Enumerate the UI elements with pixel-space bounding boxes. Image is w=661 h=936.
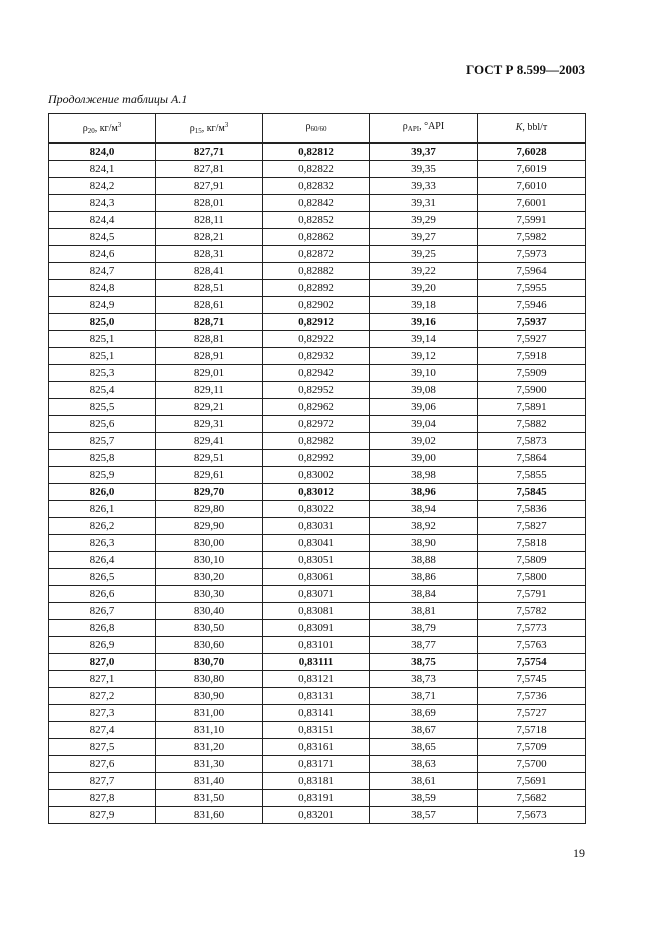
table-cell: 0,82862 — [263, 229, 370, 246]
table-row — [49, 331, 586, 348]
table-row — [49, 518, 586, 535]
table-cell: 829,11 — [156, 382, 263, 399]
table-cell: 7,5745 — [478, 671, 586, 688]
table-cell: 39,29 — [370, 212, 478, 229]
table-row — [49, 773, 586, 790]
table-cell: 0,83161 — [263, 739, 370, 756]
table-cell: 824,2 — [49, 178, 156, 195]
table-cell: 7,5682 — [478, 790, 586, 807]
table-caption: Продолжение таблицы А.1 — [48, 92, 188, 106]
table-cell: 7,5946 — [478, 297, 586, 314]
table-row — [49, 382, 586, 399]
table-cell: 7,5791 — [478, 586, 586, 603]
table-cell: 825,4 — [49, 382, 156, 399]
table-cell: 39,00 — [370, 450, 478, 467]
table-cell: 0,83081 — [263, 603, 370, 620]
table-body — [49, 143, 586, 824]
table-row — [49, 348, 586, 365]
table-cell: 0,83071 — [263, 586, 370, 603]
table-cell: 39,12 — [370, 348, 478, 365]
table-cell: 829,21 — [156, 399, 263, 416]
table-cell: 0,83191 — [263, 790, 370, 807]
table-cell: 827,71 — [156, 143, 263, 161]
table-cell: 7,5700 — [478, 756, 586, 773]
table-cell: 829,70 — [156, 484, 263, 501]
table-cell: 0,82852 — [263, 212, 370, 229]
table-cell: 39,20 — [370, 280, 478, 297]
table-cell: 828,81 — [156, 331, 263, 348]
table-cell: 828,91 — [156, 348, 263, 365]
table-cell: 824,3 — [49, 195, 156, 212]
table-cell: 830,70 — [156, 654, 263, 671]
table-cell: 831,30 — [156, 756, 263, 773]
table-cell: 7,5800 — [478, 569, 586, 586]
table-cell: 38,96 — [370, 484, 478, 501]
table-cell: 7,5991 — [478, 212, 586, 229]
table-cell: 826,8 — [49, 620, 156, 637]
table-cell: 38,67 — [370, 722, 478, 739]
table-row — [49, 467, 586, 484]
table-cell: 827,1 — [49, 671, 156, 688]
table-cell: 825,1 — [49, 331, 156, 348]
table-cell: 7,5864 — [478, 450, 586, 467]
table-row — [49, 433, 586, 450]
table-cell: 831,50 — [156, 790, 263, 807]
table-cell: 7,5782 — [478, 603, 586, 620]
table-row — [49, 484, 586, 501]
table-cell: 826,0 — [49, 484, 156, 501]
table-cell: 7,6019 — [478, 161, 586, 178]
table-row — [49, 705, 586, 722]
table-cell: 7,5982 — [478, 229, 586, 246]
table-row — [49, 280, 586, 297]
table-cell: 0,83151 — [263, 722, 370, 739]
table-cell: 827,5 — [49, 739, 156, 756]
table-row — [49, 739, 586, 756]
table-cell: 38,71 — [370, 688, 478, 705]
table-cell: 38,90 — [370, 535, 478, 552]
table-row — [49, 178, 586, 195]
table-cell: 39,31 — [370, 195, 478, 212]
table-cell: 825,0 — [49, 314, 156, 331]
table-cell: 829,31 — [156, 416, 263, 433]
col-header-rho-api: $\rho_{API}$, °API — [370, 114, 478, 144]
table-cell: 0,83022 — [263, 501, 370, 518]
table-cell: 7,5845 — [478, 484, 586, 501]
table-cell: 7,5937 — [478, 314, 586, 331]
table-cell: 7,5955 — [478, 280, 586, 297]
table-cell: 39,04 — [370, 416, 478, 433]
table-cell: 828,21 — [156, 229, 263, 246]
table-cell: 39,35 — [370, 161, 478, 178]
table-cell: 7,5873 — [478, 433, 586, 450]
table-row — [49, 756, 586, 773]
table-cell: 38,86 — [370, 569, 478, 586]
table-cell: 827,0 — [49, 654, 156, 671]
table-cell: 828,71 — [156, 314, 263, 331]
table-cell: 0,83171 — [263, 756, 370, 773]
table-cell: 827,4 — [49, 722, 156, 739]
table-cell: 38,73 — [370, 671, 478, 688]
table-cell: 0,83051 — [263, 552, 370, 569]
table-cell: 826,3 — [49, 535, 156, 552]
table-cell: 0,82822 — [263, 161, 370, 178]
table-row — [49, 620, 586, 637]
table-cell: 824,9 — [49, 297, 156, 314]
table-cell: 831,20 — [156, 739, 263, 756]
table-row — [49, 450, 586, 467]
table-row — [49, 212, 586, 229]
table-cell: 828,61 — [156, 297, 263, 314]
table-cell: 0,82872 — [263, 246, 370, 263]
table-cell: 39,16 — [370, 314, 478, 331]
table-cell: 7,6001 — [478, 195, 586, 212]
table-row — [49, 603, 586, 620]
table-cell: 830,30 — [156, 586, 263, 603]
table-cell: 826,7 — [49, 603, 156, 620]
table-cell: 0,82892 — [263, 280, 370, 297]
table-cell: 38,88 — [370, 552, 478, 569]
table-cell: 0,82962 — [263, 399, 370, 416]
table-cell: 38,98 — [370, 467, 478, 484]
table-cell: 829,80 — [156, 501, 263, 518]
table-cell: 7,5818 — [478, 535, 586, 552]
table-cell: 39,02 — [370, 433, 478, 450]
table-cell: 0,82942 — [263, 365, 370, 382]
table-cell: 825,6 — [49, 416, 156, 433]
table-row — [49, 688, 586, 705]
table-cell: 7,5754 — [478, 654, 586, 671]
table-cell: 828,31 — [156, 246, 263, 263]
table-row — [49, 552, 586, 569]
table-cell: 0,82832 — [263, 178, 370, 195]
table-row — [49, 161, 586, 178]
table-cell: 7,5900 — [478, 382, 586, 399]
table-cell: 0,83201 — [263, 807, 370, 824]
table-cell: 830,80 — [156, 671, 263, 688]
table-cell: 38,94 — [370, 501, 478, 518]
table-cell: 39,10 — [370, 365, 478, 382]
table-cell: 830,40 — [156, 603, 263, 620]
table-cell: 829,61 — [156, 467, 263, 484]
table-cell: 38,57 — [370, 807, 478, 824]
table-cell: 39,33 — [370, 178, 478, 195]
table-cell: 7,5809 — [478, 552, 586, 569]
table-cell: 7,5827 — [478, 518, 586, 535]
table-cell: 0,83141 — [263, 705, 370, 722]
table-cell: 824,6 — [49, 246, 156, 263]
table-cell: 0,83091 — [263, 620, 370, 637]
table-cell: 831,00 — [156, 705, 263, 722]
table-cell: 7,5918 — [478, 348, 586, 365]
table-cell: 7,5882 — [478, 416, 586, 433]
table-cell: 7,5727 — [478, 705, 586, 722]
table-cell: 0,83002 — [263, 467, 370, 484]
page-number: 19 — [573, 846, 585, 860]
table-cell: 830,90 — [156, 688, 263, 705]
table-row — [49, 263, 586, 280]
table-cell: 7,5709 — [478, 739, 586, 756]
table-cell: 825,5 — [49, 399, 156, 416]
table-cell: 0,82912 — [263, 314, 370, 331]
table-cell: 828,01 — [156, 195, 263, 212]
table-cell: 826,5 — [49, 569, 156, 586]
table-cell: 827,91 — [156, 178, 263, 195]
table-cell: 824,8 — [49, 280, 156, 297]
table-cell: 829,90 — [156, 518, 263, 535]
table-cell: 824,1 — [49, 161, 156, 178]
table-cell: 827,3 — [49, 705, 156, 722]
table-cell: 7,5973 — [478, 246, 586, 263]
table-cell: 38,81 — [370, 603, 478, 620]
table-cell: 824,5 — [49, 229, 156, 246]
table-row — [49, 416, 586, 433]
table-cell: 825,3 — [49, 365, 156, 382]
table-cell: 38,75 — [370, 654, 478, 671]
table-row — [49, 637, 586, 654]
table-cell: 826,2 — [49, 518, 156, 535]
table-cell: 7,5718 — [478, 722, 586, 739]
table-cell: 39,06 — [370, 399, 478, 416]
table-cell: 830,00 — [156, 535, 263, 552]
table-row — [49, 722, 586, 739]
table-cell: 0,83131 — [263, 688, 370, 705]
table-cell: 7,6028 — [478, 143, 586, 161]
table-cell: 824,4 — [49, 212, 156, 229]
table-cell: 829,41 — [156, 433, 263, 450]
table-cell: 830,60 — [156, 637, 263, 654]
table-row — [49, 195, 586, 212]
col-header-rho20: $\rho_{20}$, $кг/м^3$ — [49, 114, 156, 144]
table-row — [49, 246, 586, 263]
table-row — [49, 807, 586, 824]
table-cell: 0,82902 — [263, 297, 370, 314]
table-row — [49, 365, 586, 382]
table-cell: 830,20 — [156, 569, 263, 586]
table-row — [49, 314, 586, 331]
table-cell: 825,1 — [49, 348, 156, 365]
table-cell: 824,0 — [49, 143, 156, 161]
table-cell: 38,59 — [370, 790, 478, 807]
table-cell: 0,83061 — [263, 569, 370, 586]
table-cell: 831,40 — [156, 773, 263, 790]
table-cell: 0,82812 — [263, 143, 370, 161]
table-cell: 0,83031 — [263, 518, 370, 535]
table-row — [49, 501, 586, 518]
table-cell: 830,10 — [156, 552, 263, 569]
table-cell: 0,82952 — [263, 382, 370, 399]
table-cell: 825,8 — [49, 450, 156, 467]
table-cell: 7,5836 — [478, 501, 586, 518]
table-row — [49, 790, 586, 807]
table-cell: 828,11 — [156, 212, 263, 229]
table-cell: 38,63 — [370, 756, 478, 773]
table-cell: 828,41 — [156, 263, 263, 280]
table-cell: 7,5763 — [478, 637, 586, 654]
table-cell: 39,18 — [370, 297, 478, 314]
table-cell: 7,5773 — [478, 620, 586, 637]
table-cell: 39,37 — [370, 143, 478, 161]
col-header-rho15: $\rho_{15}$, $кг/м^3$ — [156, 114, 263, 144]
table-cell: 38,65 — [370, 739, 478, 756]
table-cell: 38,61 — [370, 773, 478, 790]
table-cell: 7,5736 — [478, 688, 586, 705]
table-cell: 831,60 — [156, 807, 263, 824]
table-cell: 0,83121 — [263, 671, 370, 688]
table-cell: 38,92 — [370, 518, 478, 535]
table-cell: 826,6 — [49, 586, 156, 603]
table-cell: 0,83111 — [263, 654, 370, 671]
table-cell: 0,82992 — [263, 450, 370, 467]
table-cell: 0,83041 — [263, 535, 370, 552]
table-cell: 0,82972 — [263, 416, 370, 433]
table-cell: 826,1 — [49, 501, 156, 518]
table-cell: 7,6010 — [478, 178, 586, 195]
table-cell: 39,22 — [370, 263, 478, 280]
table-cell: 827,2 — [49, 688, 156, 705]
table-row — [49, 671, 586, 688]
table-cell: 831,10 — [156, 722, 263, 739]
table-row — [49, 143, 586, 161]
table-cell: 826,9 — [49, 637, 156, 654]
table-cell: 825,7 — [49, 433, 156, 450]
col-header-k: K, bbl/т — [478, 114, 586, 144]
table-cell: 0,82882 — [263, 263, 370, 280]
table-cell: 827,9 — [49, 807, 156, 824]
table-cell: 38,84 — [370, 586, 478, 603]
table-row — [49, 535, 586, 552]
table-cell: 7,5891 — [478, 399, 586, 416]
table-cell: 824,7 — [49, 263, 156, 280]
table-row — [49, 569, 586, 586]
table-cell: 39,27 — [370, 229, 478, 246]
table-cell: 7,5927 — [478, 331, 586, 348]
table-cell: 7,5909 — [478, 365, 586, 382]
table-cell: 0,83101 — [263, 637, 370, 654]
table-cell: 826,4 — [49, 552, 156, 569]
table-cell: 827,6 — [49, 756, 156, 773]
table-cell: 825,9 — [49, 467, 156, 484]
table-cell: 7,5691 — [478, 773, 586, 790]
table-row — [49, 586, 586, 603]
table-cell: 827,7 — [49, 773, 156, 790]
col-header-rho60-60: $\rho_{60/60}$ — [263, 114, 370, 144]
table-cell: 829,51 — [156, 450, 263, 467]
table-cell: 0,82842 — [263, 195, 370, 212]
table-row — [49, 654, 586, 671]
table-cell: 0,82922 — [263, 331, 370, 348]
table-header-row — [49, 114, 586, 144]
table-cell: 0,83012 — [263, 484, 370, 501]
table-cell: 829,01 — [156, 365, 263, 382]
document-code: ГОСТ Р 8.599—2003 — [466, 62, 585, 77]
table-cell: 38,77 — [370, 637, 478, 654]
table-cell: 0,82982 — [263, 433, 370, 450]
table-cell: 827,8 — [49, 790, 156, 807]
table-cell: 7,5673 — [478, 807, 586, 824]
table-cell: 830,50 — [156, 620, 263, 637]
table-cell: 0,83181 — [263, 773, 370, 790]
table-row — [49, 229, 586, 246]
table-cell: 38,69 — [370, 705, 478, 722]
table-cell: 39,08 — [370, 382, 478, 399]
table-cell: 7,5964 — [478, 263, 586, 280]
table-cell: 0,82932 — [263, 348, 370, 365]
table-row — [49, 399, 586, 416]
table-cell: 39,14 — [370, 331, 478, 348]
table-cell: 39,25 — [370, 246, 478, 263]
table-cell: 827,81 — [156, 161, 263, 178]
density-table — [48, 113, 586, 824]
table-cell: 7,5855 — [478, 467, 586, 484]
table-cell: 828,51 — [156, 280, 263, 297]
table-row — [49, 297, 586, 314]
table-cell: 38,79 — [370, 620, 478, 637]
